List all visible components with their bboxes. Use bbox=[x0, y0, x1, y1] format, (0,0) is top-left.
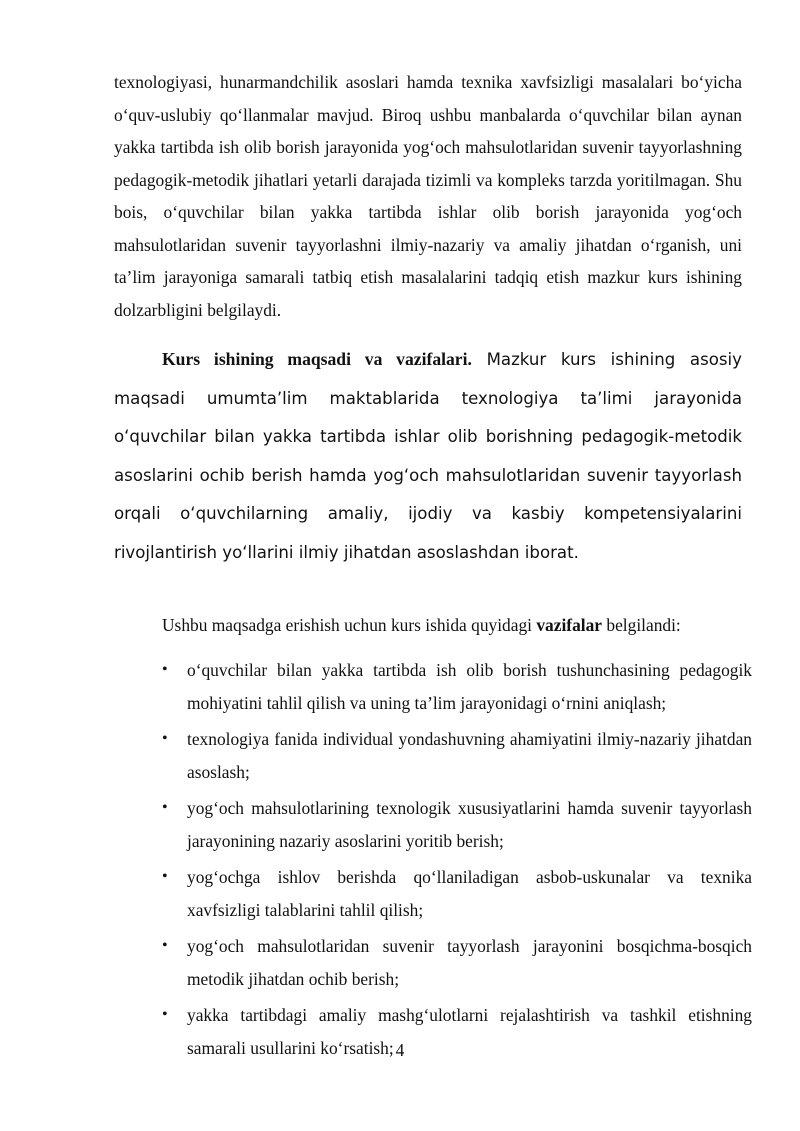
list-item-text: texnologiya fanida individual yondashuvning ahamiyatini ilmiy-nazariy jihatdan asoslash; bbox=[187, 729, 752, 782]
tasks-intro-text: Ushbu maqsadga erishish uchun kurs ishida quyidagi bbox=[162, 615, 532, 635]
goals-paragraph bbox=[114, 340, 742, 572]
list-item-text: yogʻoch mahsulotlarining texnologik xususiyatlarini hamda suvenir tayyorlash jarayonining nazariy asoslarini yoritib berish; bbox=[187, 798, 752, 851]
list-item-text: yogʻochga ishlov berishda qoʻllaniladigan asbob-uskunalar va texnika xavfsizligi talablarini tahlil qilish; bbox=[187, 867, 752, 920]
list-item bbox=[162, 792, 752, 857]
bullet-icon: • bbox=[162, 661, 168, 678]
bullet-icon: • bbox=[162, 799, 168, 816]
list-item bbox=[162, 861, 752, 926]
tasks-intro bbox=[162, 612, 752, 638]
body-paragraph: texnologiyasi, hunarmandchilik asoslari hamda texnika xavfsizligi masalalari boʻyicha oʻquv-uslubiy qoʻllanmalar mavjud. Biroq ushbu manbalarda oʻquvchilar bilan aynan yakka tartibda ish olib borish jarayonida yogʻoch mahsulotlaridan suvenir tayyorlashning pedagogik-metodik jihatlari yetarli darajada tizimli va kompleks tarzda yoritilmagan. Shu bois, oʻquvchilar bilan yakka tartibda ishlar olib borish jarayonida yogʻoch mahsulotlaridan suvenir tayyorlashni ilmiy-nazariy va amaliy jihatdan oʻrganish, uni taʼlim jarayoniga samarali tatbiq etish masalalarini tadqiq etish mazkur kurs ishining dolzarbligini belgilaydi. bbox=[114, 72, 742, 320]
list-item-text: oʻquvchilar bilan yakka tartibda ish olib borish tushunchasining pedagogik mohiyatini tahlil qilish va uning taʼlim jarayonidagi oʻrnini aniqlash; bbox=[187, 660, 752, 713]
bullet-icon: • bbox=[162, 730, 168, 747]
section-heading: Kurs ishining maqsadi va vazifalari. bbox=[162, 349, 472, 369]
list-item bbox=[162, 723, 752, 788]
bullet-icon: • bbox=[162, 937, 168, 954]
tasks-intro-end: belgilandi: bbox=[606, 615, 681, 635]
bullet-icon: • bbox=[162, 1006, 168, 1023]
list-item bbox=[162, 930, 752, 995]
page-number: 4 bbox=[395, 1040, 405, 1060]
list-item-text: yogʻoch mahsulotlaridan suvenir tayyorlash jarayonini bosqichma-bosqich metodik jihatdan ochib berish; bbox=[187, 936, 752, 989]
list-item bbox=[162, 654, 752, 719]
goals-text: Mazkur kurs ishining asosiy maqsadi umumtaʼlim maktablarida texnologiya taʼlimi jarayonida oʻquvchilar bilan yakka tartibda ishlar olib borishning pedagogik-metodik asoslarini ochib berish hamda yogʻoch mahsulotlaridan suvenir tayyorlash orqali oʻquvchilarning amaliy, ijodiy va kasbiy kompetensiyalarini rivojlantirish yoʻllarini ilmiy jihatdan asoslashdan iborat. bbox=[114, 350, 742, 562]
bullet-icon: • bbox=[162, 868, 168, 885]
tasks-intro-bold: vazifalar bbox=[536, 615, 603, 635]
list-item-text: yakka tartibdagi amaliy mashgʻulotlarni rejalashtirish va tashkil etishning samarali usullarini koʻrsatish; bbox=[187, 1005, 752, 1058]
tasks-list bbox=[162, 654, 752, 1068]
